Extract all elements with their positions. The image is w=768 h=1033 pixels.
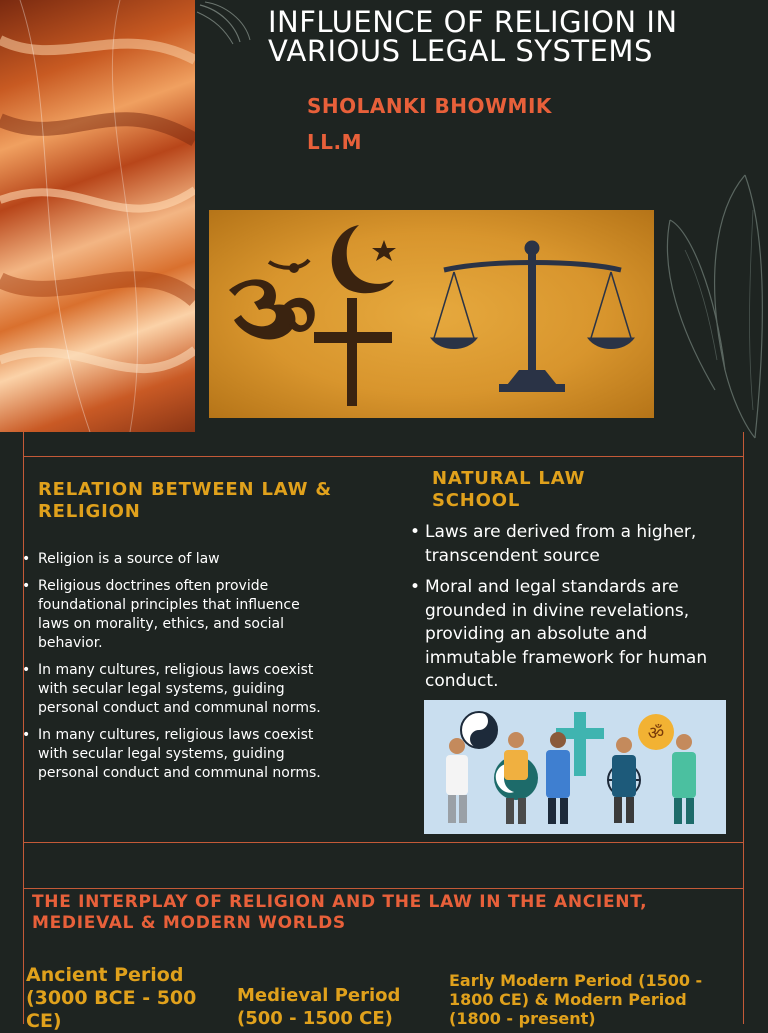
frame-line-lower (23, 888, 744, 889)
religious-symbols-image (209, 210, 654, 418)
om-badge-icon (638, 714, 674, 750)
decorative-leaf-icon (655, 170, 768, 440)
om-icon (229, 260, 315, 339)
frame-line-middle (23, 842, 744, 843)
symbols-illustration (209, 210, 654, 418)
relation-bullet-list (24, 550, 324, 791)
natural-law-heading: NATURAL LAW SCHOOL (432, 468, 586, 511)
period-medieval: Medieval Period (500 - 1500 CE) (237, 985, 401, 1029)
period-modern: Early Modern Period (1500 - 1800 CE) & Modern Period (1800 - present) (449, 971, 703, 1028)
frame-line-right (743, 432, 744, 1024)
frame-line-top (23, 456, 744, 457)
marble-swirl-lines (0, 0, 195, 432)
author-degree: LL.M (307, 130, 362, 154)
marble-texture-image (0, 0, 195, 432)
natural-law-bullet: • Laws are derived from a higher, transcendent source (410, 521, 730, 568)
scales-of-justice-icon (431, 241, 634, 392)
relation-bullet: • In many cultures, religious laws coexist with secular legal systems, guiding personal conduct and communal norms. (24, 661, 324, 718)
cross-icon (314, 298, 392, 406)
relation-bullet: • In many cultures, religious laws coexist with secular legal systems, guiding personal conduct and communal norms. (24, 726, 324, 783)
svg-text:ॐ: ॐ (647, 723, 665, 744)
title-line-2: VARIOUS LEGAL SYSTEMS (268, 34, 653, 68)
people-illustration (424, 700, 726, 834)
relation-bullet: • Religion is a source of law (24, 550, 324, 569)
title-line-1: INFLUENCE OF RELIGION IN (268, 5, 678, 39)
author-name: SHOLANKI BHOWMIK (307, 94, 552, 118)
page-title (268, 5, 748, 68)
crescent-star-icon (332, 225, 396, 293)
relation-bullet: • Religious doctrines often provide foundational principles that influence laws on morality, ethics, and social behavior. (24, 577, 324, 653)
natural-law-bullet-list (410, 521, 730, 702)
people-with-symbols-image (424, 700, 726, 834)
natural-law-bullet: • Moral and legal standards are grounded in divine revelations, providing an absolute and immutable framework for human conduct. (410, 576, 730, 694)
period-ancient: Ancient Period (3000 BCE - 500 CE) (26, 964, 197, 1032)
yin-yang-icon (461, 712, 497, 748)
relation-heading: RELATION BETWEEN LAW & RELIGION (38, 479, 332, 522)
interplay-heading: THE INTERPLAY OF RELIGION AND THE LAW IN THE ANCIENT, MEDIEVAL & MODERN WORLDS (32, 892, 648, 933)
leaf-outline-icon (195, 0, 255, 48)
